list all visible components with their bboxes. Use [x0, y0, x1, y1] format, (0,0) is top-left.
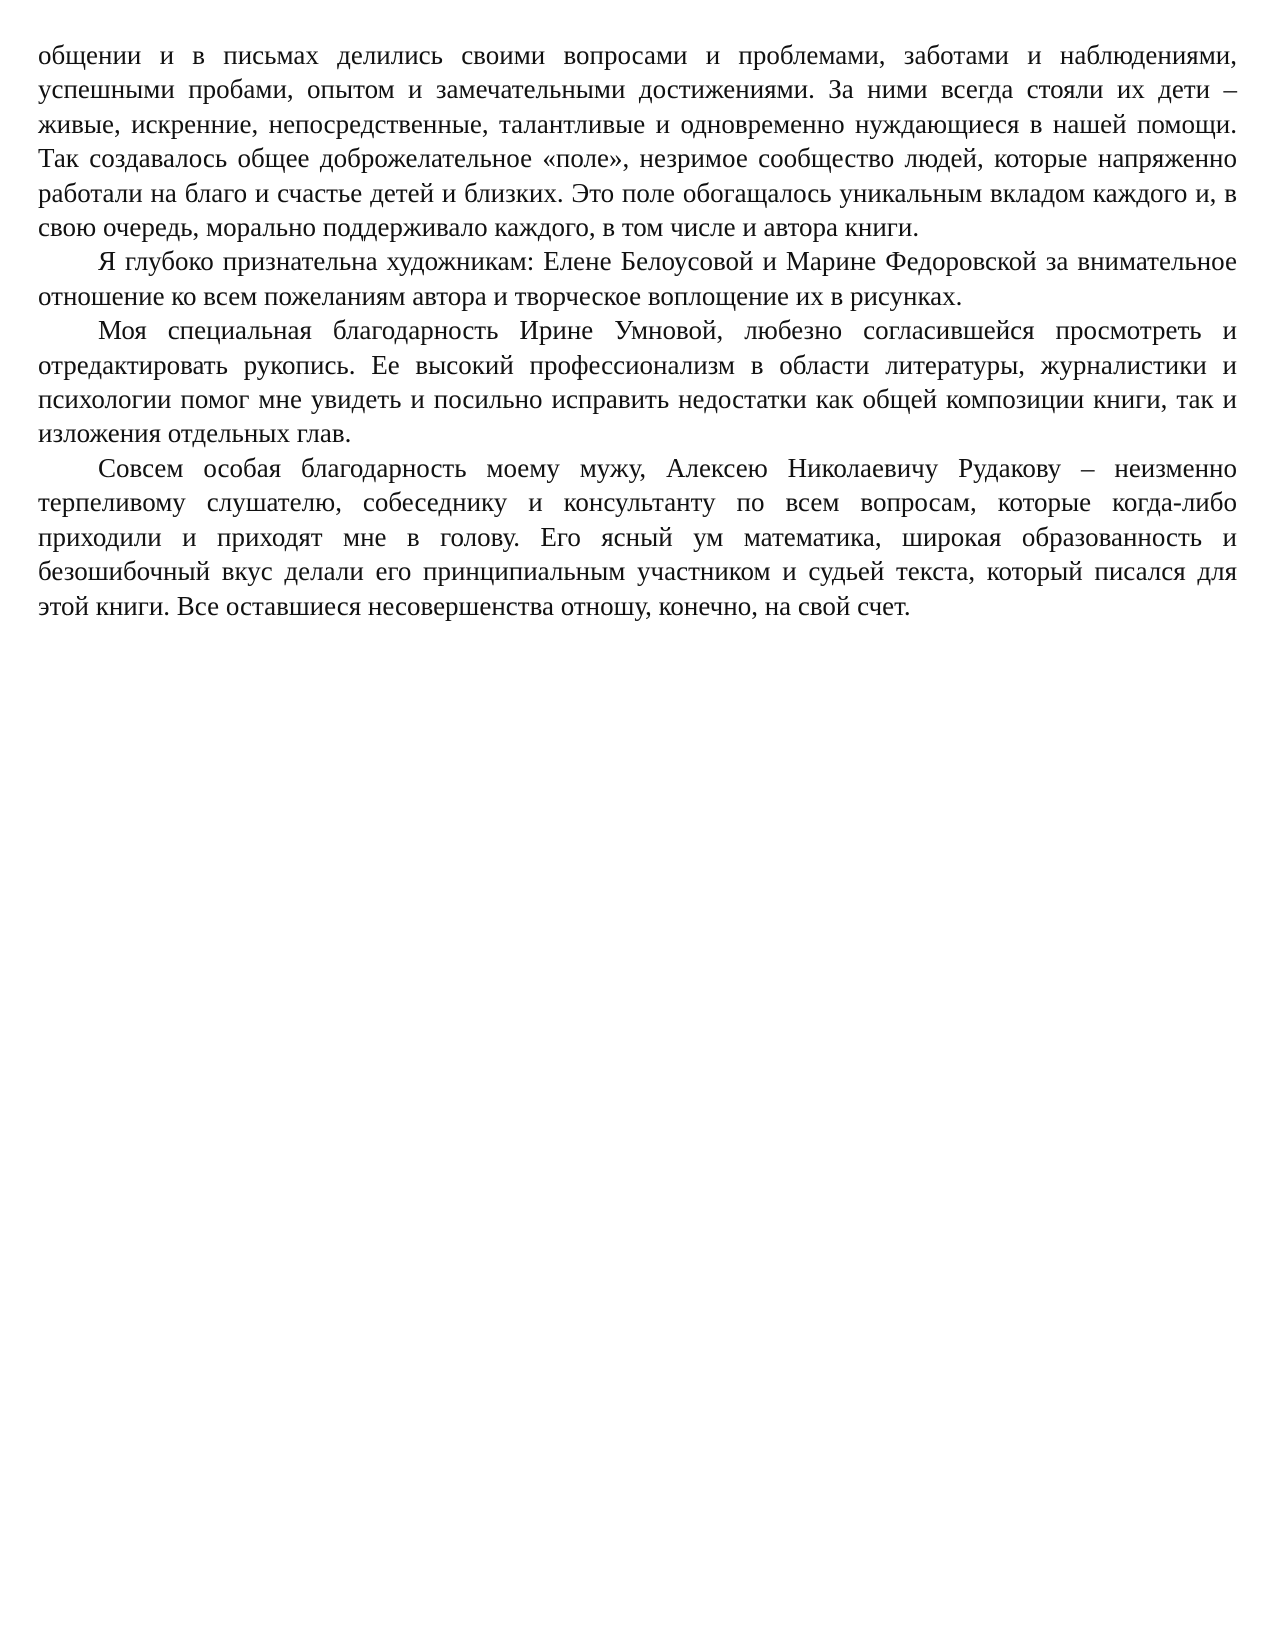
paragraph-editor-thanks: Моя специальная благодарность Ирине Умновой, любезно согласившейся просмотреть и отредактировать рукопись. Ее высокий профессионализм в области литературы, журналистики и психологии помог мне увидеть и посильно исправить недостатки как общей композиции книги, так и изложения отдельных глав. — [38, 315, 1237, 449]
paragraph-artists-thanks: Я глубоко признательна художникам: Елене Белоусовой и Марине Федоровской за внимательное отношение ко всем пожеланиям автора и творческое воплощение их в рисунках. — [38, 246, 1237, 311]
paragraph-continuation: общении и в письмах делились своими вопросами и проблемами, заботами и наблюдениями, успешными пробами, опытом и замечательными достижениями. За ними всегда стояли их дети – живые, искренние, непосредственные, талантливые и одновременно нуждающиеся в нашей помощи. Так создавалось общее доброжелательное «поле», незримое сообщество людей, которые напряженно работали на благо и счастье детей и близких. Это поле обогащалось уникальным вкладом каждого и, в свою очередь, морально поддерживало каждого, в том числе и автора книги. — [38, 40, 1237, 243]
document-page — [38, 38, 1237, 623]
paragraph-husband-thanks: Совсем особая благодарность моему мужу, Алексею Николаевичу Рудакову – неизменно терпеливому слушателю, собеседнику и консультанту по всем вопросам, которые когда-либо приходили и приходят мне в голову. Его ясный ум математика, широкая образованность и безошибочный вкус делали его принципиальным участником и судьей текста, который писался для этой книги. Все оставшиеся несовершенства отношу, конечно, на свой счет. — [38, 452, 1237, 621]
